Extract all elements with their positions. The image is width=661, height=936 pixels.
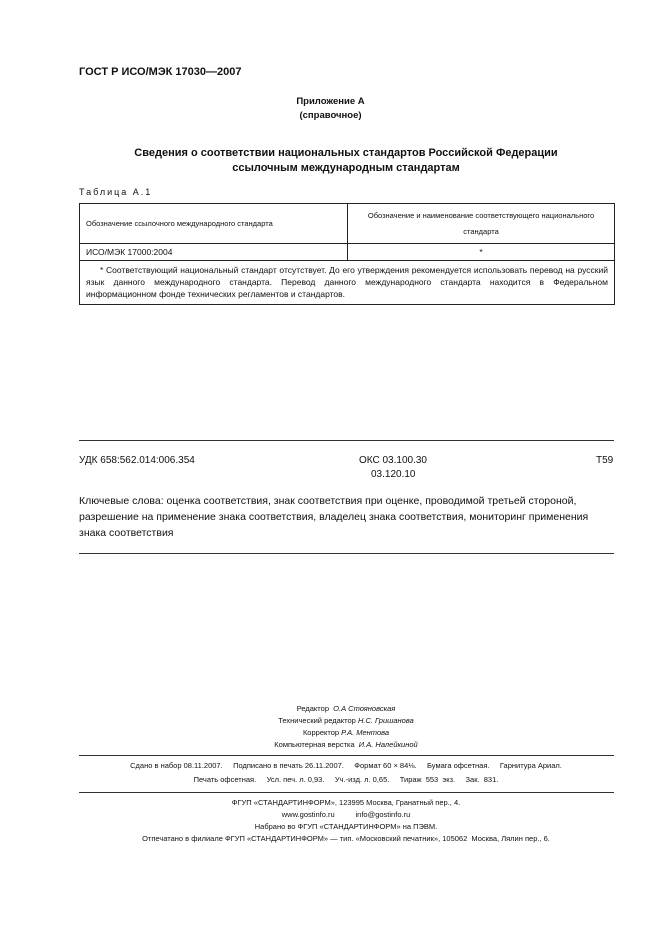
credit-label: Технический редактор (278, 716, 356, 725)
credit-label: Редактор (296, 704, 329, 713)
table-header-row (80, 204, 615, 244)
table-header-cell: Обозначение и наименование соответствующего национального стандарта (348, 204, 615, 244)
table-cell: ИСО/МЭК 17000:2004 (80, 244, 348, 261)
credit-name: Р.А. Ментова (341, 728, 390, 737)
table-footnote: * Соответствующий национальный стандарт отсутствует. До его утверждения рекомендуется использовать перевод на русский язык данного международного стандарта. Перевод данного международного стандарта находится в Федеральном информационном фонде технических регламентов и стандартов. (80, 261, 615, 305)
oks-code-1: ОКС 03.100.30 (359, 455, 427, 466)
table-footnote-row (80, 261, 615, 305)
credit-name: О.А Стояновская (333, 704, 396, 713)
udk-code: УДК 658:562.014:006.354 (79, 455, 195, 466)
credit-proofreader (0, 727, 661, 739)
section-title-line2: ссылочным международным стандартам (232, 162, 460, 174)
table-row (80, 244, 615, 261)
printing-line4: Отпечатано в филиале ФГУП «СТАНДАРТИНФОРМ» — тип. «Московский печатник», 105062 Москва, Лялин пер., 6. (142, 834, 550, 843)
appendix-title: Приложение А (296, 96, 365, 107)
oks-code-2: 03.120.10 (371, 469, 416, 480)
table-header-cell: Обозначение ссылочного международного стандарта (80, 204, 348, 244)
credit-name: И.А. Налейкиной (358, 740, 418, 749)
printing-line3: Набрано во ФГУП «СТАНДАРТИНФОРМ» на ПЭВМ. (254, 822, 438, 831)
printing-line2: www.gostinfo.ru info@gostinfo.ru (281, 810, 411, 819)
credit-label: Корректор (302, 728, 340, 737)
credit-editor (0, 703, 661, 715)
appendix-subtitle: (справочное) (299, 110, 362, 121)
keywords: Ключевые слова: оценка соответствия, знак соответствия при оценке, проводимой третьей стороной, разрешение на применение знака соответствия, владелец знака соответствия, мониторинг применения знака соответствия (79, 495, 589, 539)
credit-name: Н.С. Гришанова (357, 716, 414, 725)
publication-line1: Сдано в набор 08.11.2007. Подписано в печать 26.11.2007. Формат 60 × 84⅛. Бумага офсетная. Гарнитура Ариал. (130, 761, 562, 770)
document-header: ГОСТ Р ИСО/МЭК 17030—2007 (79, 66, 242, 78)
credit-label: Компьютерная верстка (274, 740, 355, 749)
classification-code: Т59 (596, 455, 614, 466)
table-label: Таблица А.1 (79, 187, 153, 197)
printing-line1: ФГУП «СТАНДАРТИНФОРМ», 123995 Москва, Гранатный пер., 4. (231, 798, 461, 807)
table-cell: * (348, 244, 615, 261)
standards-table (79, 203, 615, 305)
publication-line2: Печать офсетная. Усл. печ. л. 0,93. Уч.-изд. л. 0,65. Тираж 553 экз. Зак. 831. (193, 775, 499, 784)
divider (79, 792, 614, 793)
section-title-line1: Сведения о соответствии национальных стандартов Российской Федерации (134, 147, 558, 159)
divider (79, 553, 614, 554)
divider (79, 755, 614, 756)
divider (79, 440, 614, 441)
credit-tech-editor (0, 715, 661, 727)
credit-layout (0, 739, 661, 751)
